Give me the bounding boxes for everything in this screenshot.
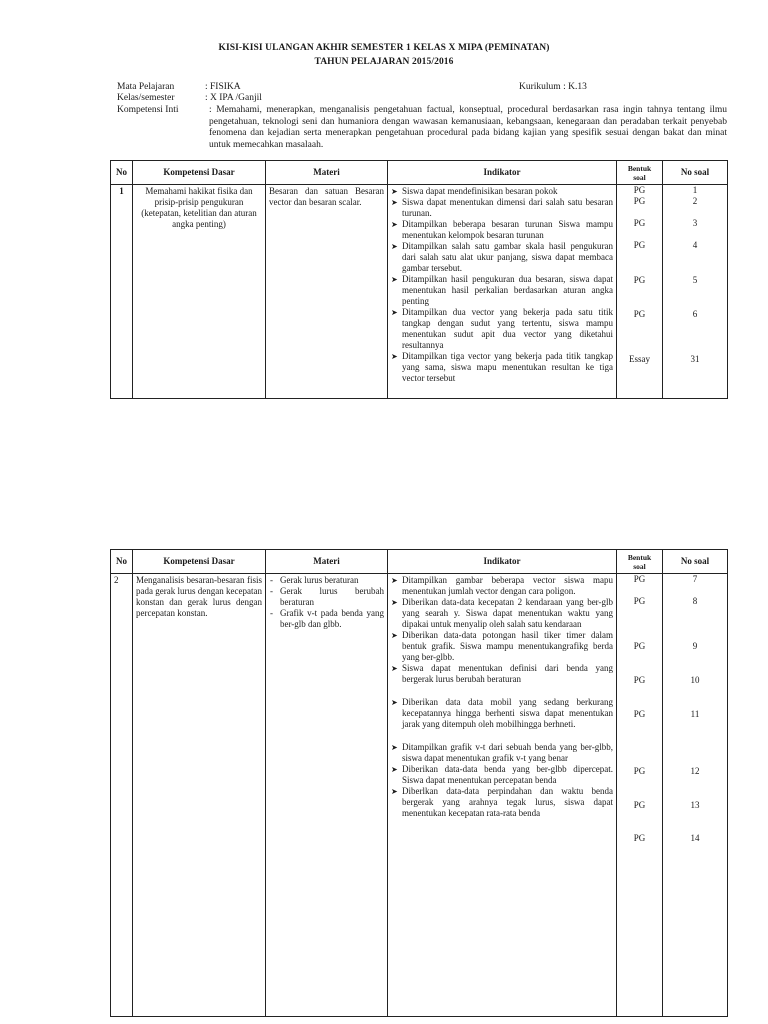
bentuk-value: Essay bbox=[629, 354, 650, 364]
indikator-item: ➤ Ditampilkan hasil pengukuran dua besaran, siswa dapat menentukan hasil perkalian berdasarkan aturan angka penting bbox=[391, 274, 613, 307]
no-soal-value: 14 bbox=[690, 833, 700, 843]
col-no: No bbox=[111, 161, 133, 185]
no-soal-value: 7 bbox=[692, 574, 698, 584]
bentuk-value: PG bbox=[633, 185, 646, 195]
indikator-item: ➤ Ditampilkan beberapa besaran turunan Siswa mampu menentukan kelompok besaran turunan bbox=[391, 219, 613, 241]
bentuk-value: PG bbox=[633, 800, 646, 810]
col-bentuk-soal: Bentuk soal bbox=[617, 550, 663, 574]
no-soal-value: 11 bbox=[690, 709, 700, 719]
indikator-item: ➤ Ditampilkan salah satu gambar skala hasil pengukuran dari salah satu alat ukur panjang, siswa dapat membaca gambar tersebut. bbox=[391, 241, 613, 274]
col-materi: Materi bbox=[266, 550, 388, 574]
bentuk-value: PG bbox=[633, 641, 646, 651]
col-bentuk-soal: Bentuk soal bbox=[617, 161, 663, 185]
bentuk-value: PG bbox=[633, 309, 646, 319]
bentuk-value: PG bbox=[633, 675, 646, 685]
indikator-item: ➤ Siswa dapat menentukan dimensi dari salah satu besaran turunan. bbox=[391, 197, 613, 219]
indikator-item: ➤ Ditampilkan grafik v-t dari sebuah benda yang ber-glbb, siswa dapat menentukan grafik v-t yang benar bbox=[391, 742, 613, 764]
kelas-label: Kelas/semester bbox=[117, 93, 175, 103]
no-soal-value: 1 bbox=[692, 185, 698, 195]
no-soal-value: 13 bbox=[690, 800, 700, 810]
col-no-soal: No soal bbox=[663, 161, 728, 185]
col-indikator: Indikator bbox=[388, 550, 617, 574]
indikator-item: ➤ Ditampilkan gambar beberapa vector siswa mapu menentukan jumlah vector dengan cara poligon. bbox=[391, 575, 613, 597]
no-soal-value: 3 bbox=[692, 218, 698, 228]
col-indikator: Indikator bbox=[388, 161, 617, 185]
no-soal-value: 8 bbox=[692, 596, 698, 606]
indikator-cell bbox=[388, 574, 617, 1017]
no-soal-value: 12 bbox=[690, 766, 700, 776]
bentuk-value: PG bbox=[633, 833, 646, 843]
col-materi: Materi bbox=[266, 161, 388, 185]
mapel-value: : FISIKA bbox=[205, 82, 241, 92]
col-no: No bbox=[111, 550, 133, 574]
bentuk-value: PG bbox=[633, 218, 646, 228]
no-soal-value: 5 bbox=[692, 275, 698, 285]
indikator-item: ➤ Ditampilkan dua vector yang bekerja pada satu titik tangkap dengan sudut yang tertentu, siswa mampu menentukan sudut apit dua vector yang diketahui resultannya bbox=[391, 307, 613, 351]
indikator-item: ➤ Siswa dapat mendefinisikan besaran pokok bbox=[391, 186, 613, 197]
indikator-list bbox=[391, 186, 613, 384]
row-number: 2 bbox=[111, 574, 133, 1017]
indikator-cell bbox=[388, 185, 617, 399]
indikator-item: ➤ Siswa dapat menentukan definisi dari benda yang bergerak lurus berubah beraturan bbox=[391, 663, 613, 685]
materi-item: - Grafik v-t pada benda yang ber-glb dan glbb. bbox=[269, 608, 384, 630]
indikator-item: ➤ Diberikan data-data potongan hasil tiker timer dalam bentuk grafik. Siswa mampu menentukangrafikg berda yang ber-glbb. bbox=[391, 630, 613, 663]
document-title: KISI-KISI ULANGAN AKHIR SEMESTER 1 KELAS X MIPA (PEMINATAN) bbox=[218, 43, 550, 53]
bentuk-value: PG bbox=[633, 709, 646, 719]
kisi-table-1 bbox=[110, 160, 728, 399]
bentuk-value: PG bbox=[633, 574, 646, 584]
no-soal-value: 6 bbox=[692, 309, 698, 319]
bentuk-value: PG bbox=[633, 275, 646, 285]
materi-cell: Besaran dan satuan Besaran vector dan besaran scalar. bbox=[266, 185, 388, 399]
row-number: 1 bbox=[111, 185, 133, 399]
no-soal-value: 31 bbox=[690, 354, 700, 364]
indikator-item: ➤ Diberlkan data-data perpindahan dan waktu benda bergerak yang arahnya tegak lurus, siswa dapat menentukan kecepatan rata-rata benda bbox=[391, 786, 613, 819]
no-soal-value: 9 bbox=[692, 641, 698, 651]
indikator-item: ➤ Diberikan data-data kecepatan 2 kendaraan yang ber-glb yang searah y. Siswa dapat menentukan waktu yang dipakai untuk menyalip oleh salah satu kendaraan bbox=[391, 597, 613, 630]
no-soal-cell bbox=[663, 574, 728, 1017]
bentuk-value: PG bbox=[633, 196, 646, 206]
materi-cell bbox=[266, 574, 388, 1017]
col-no-soal: No soal bbox=[663, 550, 728, 574]
document-subtitle: TAHUN PELAJARAN 2015/2016 bbox=[314, 57, 454, 67]
bentuk-value: PG bbox=[633, 240, 646, 250]
indikator-item: ➤ Diberikan data-data benda yang ber-glbb dipercepat. Siswa dapat menentukan percepatan benda bbox=[391, 764, 613, 786]
kisi-table-2 bbox=[110, 549, 728, 1017]
mapel-label: Mata Pelajaran bbox=[117, 82, 175, 92]
no-soal-value: 10 bbox=[690, 675, 700, 685]
kompetensi-dasar-cell: Menganalisis besaran-besaran fisis pada gerak lurus dengan kecepatan konstan dan gerak lurus dengan percepatan konstan. bbox=[133, 574, 266, 1017]
bentuk-soal-cell bbox=[617, 185, 663, 399]
bentuk-value: PG bbox=[633, 766, 646, 776]
ki-text: : Memahami, menerapkan, menganalisis pengetahuan factual, konseptual, procedural berdasarkan rasa ingin tahnya tentang ilmu pengetahuan, teknologi seni dan humaniora dengan wawasan kemanusiaan, kebangsaan, kenegaraan dan peradaban terkait penyebab fenomena dan kejadian serta menerapkan pengetahuan procedural pada bidang kajian yang spesifik sesuai dengan bakat dan minat untuk memecahkan masalaah. bbox=[209, 105, 727, 150]
materi-list bbox=[269, 575, 384, 630]
kurikulum-value: Kurikulum : K.13 bbox=[519, 82, 587, 92]
indikator-item: ➤ Ditampilkan tiga vector yang bekerja pada titik tangkap yang sama, siswa mapu menentukan resultan ke tiga vector tersebut bbox=[391, 351, 613, 384]
bentuk-soal-cell bbox=[617, 574, 663, 1017]
bentuk-value: PG bbox=[633, 596, 646, 606]
no-soal-cell bbox=[663, 185, 728, 399]
col-kompetensi-dasar: Kompetensi Dasar bbox=[133, 161, 266, 185]
no-soal-value: 2 bbox=[692, 196, 698, 206]
kelas-value: : X IPA /Ganjil bbox=[205, 93, 262, 103]
materi-item: - Gerak lurus beraturan bbox=[269, 575, 384, 586]
kompetensi-dasar-cell: Memahami hakikat fisika dan prisip-prisip pengukuran (ketepatan, ketelitian dan aturan angka penting) bbox=[133, 185, 266, 399]
indikator-item: ➤ Diberikan data data mobil yang sedang berkurang kecepatannya hingga berhenti siswa dapat menentukan jarak yang ditempuh oleh mobilhingga berhneti. bbox=[391, 697, 613, 730]
indikator-list bbox=[391, 575, 613, 819]
col-kompetensi-dasar: Kompetensi Dasar bbox=[133, 550, 266, 574]
ki-label: Kompetensi Inti bbox=[117, 105, 179, 115]
no-soal-value: 4 bbox=[692, 240, 698, 250]
materi-item: - Gerak lurus berubah beraturan bbox=[269, 586, 384, 608]
